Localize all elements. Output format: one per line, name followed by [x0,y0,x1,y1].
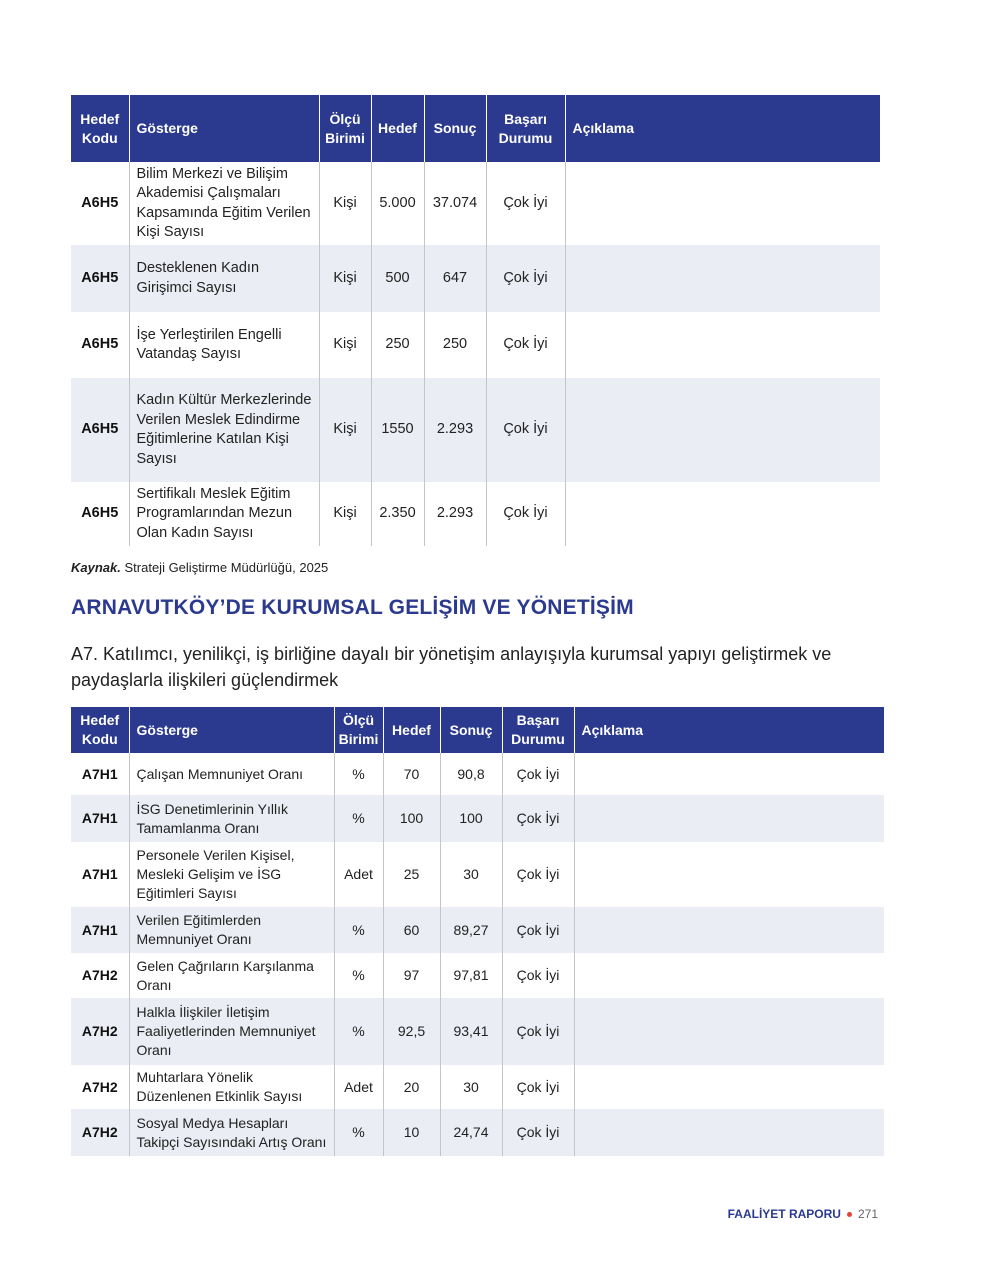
cell-code: A6H5 [71,378,129,482]
cell-code: A7H2 [71,953,129,998]
table-row [71,312,880,378]
cell-code: A7H2 [71,998,129,1065]
indicator-table-a6 [71,95,880,546]
cell-code: A7H1 [71,842,129,907]
cell-note [574,1065,884,1109]
cell-indicator: Personele Verilen Kişisel, Mesleki Gelişim ve İSG Eğitimleri Sayısı [129,842,334,907]
cell-result: 90,8 [440,753,502,795]
cell-unit: % [334,998,383,1065]
cell-indicator: Halkla İlişkiler İletişim Faaliyetlerinden Memnuniyet Oranı [129,998,334,1065]
section-heading: ARNAVUTKÖY’DE KURUMSAL GELİŞİM VE YÖNETİŞİM [71,596,634,619]
cell-result: 100 [440,795,502,842]
cell-target: 97 [383,953,440,998]
cell-unit: Kişi [319,245,371,312]
cell-unit: Adet [334,842,383,907]
cell-result: 647 [424,245,486,312]
table-row [71,907,884,953]
cell-result: 30 [440,1065,502,1109]
table-row [71,998,884,1065]
cell-status: Çok İyi [486,312,565,378]
cell-unit: % [334,1109,383,1156]
cell-note [565,245,880,312]
cell-target: 60 [383,907,440,953]
cell-indicator: Muhtarlara Yönelik Düzenlenen Etkinlik Sayısı [129,1065,334,1109]
header-target: Hedef [371,95,424,162]
cell-unit: % [334,953,383,998]
cell-target: 5.000 [371,162,424,245]
page-footer [728,1207,878,1221]
cell-code: A6H5 [71,162,129,245]
cell-result: 89,27 [440,907,502,953]
header-indicator: Gösterge [129,707,334,753]
header-status: Başarı Durumu [502,707,574,753]
cell-result: 93,41 [440,998,502,1065]
table-row [71,795,884,842]
source-note [71,560,328,575]
cell-indicator: Çalışan Memnuniyet Oranı [129,753,334,795]
cell-target: 250 [371,312,424,378]
header-target-code: Hedef Kodu [71,707,129,753]
cell-target: 92,5 [383,998,440,1065]
header-description: Açıklama [565,95,880,162]
cell-status: Çok İyi [502,753,574,795]
cell-status: Çok İyi [502,998,574,1065]
cell-code: A6H5 [71,312,129,378]
header-result: Sonuç [440,707,502,753]
cell-unit: % [334,753,383,795]
cell-indicator: Gelen Çağrıların Karşılanma Oranı [129,953,334,998]
cell-result: 2.293 [424,378,486,482]
cell-result: 30 [440,842,502,907]
cell-code: A6H5 [71,482,129,546]
cell-target: 20 [383,1065,440,1109]
bullet-dot-icon [847,1212,852,1217]
cell-note [565,378,880,482]
cell-note [574,795,884,842]
table-row [71,162,880,245]
cell-code: A7H2 [71,1109,129,1156]
cell-result: 24,74 [440,1109,502,1156]
cell-status: Çok İyi [502,1109,574,1156]
cell-status: Çok İyi [502,907,574,953]
cell-note [574,753,884,795]
source-label: Kaynak. [71,560,121,575]
objective-text: A7. Katılımcı, yenilikçi, iş birliğine dayalı bir yönetişim anlayışıyla kurumsal yapıyı geliştirmek ve paydaşlarla ilişkileri güçlendirmek [71,644,832,690]
cell-note [574,907,884,953]
cell-status: Çok İyi [502,842,574,907]
cell-indicator: İSG Denetimlerinin Yıllık Tamamlanma Oranı [129,795,334,842]
source-text: Strateji Geliştirme Müdürlüğü, 2025 [124,560,329,575]
table-header-row [71,707,884,753]
cell-result: 97,81 [440,953,502,998]
header-target: Hedef [383,707,440,753]
cell-note [574,998,884,1065]
cell-note [565,162,880,245]
cell-unit: Kişi [319,378,371,482]
cell-target: 25 [383,842,440,907]
cell-note [574,953,884,998]
cell-code: A7H1 [71,753,129,795]
table-row [71,842,884,907]
indicator-table-a7 [71,707,884,1156]
header-unit: Ölçü Birimi [334,707,383,753]
cell-indicator: Kadın Kültür Merkezlerinde Verilen Meslek Edindirme Eğitimlerine Katılan Kişi Sayısı [129,378,319,482]
header-indicator: Gösterge [129,95,319,162]
cell-result: 250 [424,312,486,378]
table-row [71,245,880,312]
cell-note [574,842,884,907]
cell-status: Çok İyi [486,378,565,482]
table-row [71,953,884,998]
cell-code: A7H2 [71,1065,129,1109]
cell-note [565,312,880,378]
cell-unit: Kişi [319,482,371,546]
cell-target: 70 [383,753,440,795]
header-target-code: Hedef Kodu [71,95,129,162]
cell-unit: Adet [334,1065,383,1109]
cell-indicator: Bilim Merkezi ve Bilişim Akademisi Çalışmaları Kapsamında Eğitim Verilen Kişi Sayısı [129,162,319,245]
page-number: 271 [857,1207,878,1221]
cell-target: 1550 [371,378,424,482]
cell-target: 500 [371,245,424,312]
cell-status: Çok İyi [502,1065,574,1109]
cell-indicator: Desteklenen Kadın Girişimci Sayısı [129,245,319,312]
cell-unit: Kişi [319,312,371,378]
cell-status: Çok İyi [486,482,565,546]
cell-code: A7H1 [71,907,129,953]
table-row [71,1109,884,1156]
table-header-row [71,95,880,162]
cell-result: 2.293 [424,482,486,546]
cell-indicator: İşe Yerleştirilen Engelli Vatandaş Sayısı [129,312,319,378]
cell-note [565,482,880,546]
cell-status: Çok İyi [486,162,565,245]
cell-indicator: Sosyal Medya Hesapları Takipçi Sayısındaki Artış Oranı [129,1109,334,1156]
header-status: Başarı Durumu [486,95,565,162]
cell-indicator: Verilen Eğitimlerden Memnuniyet Oranı [129,907,334,953]
table-row [71,1065,884,1109]
header-description: Açıklama [574,707,884,753]
cell-status: Çok İyi [502,795,574,842]
cell-target: 10 [383,1109,440,1156]
cell-unit: Kişi [319,162,371,245]
cell-code: A6H5 [71,245,129,312]
header-unit: Ölçü Birimi [319,95,371,162]
cell-indicator: Sertifikalı Meslek Eğitim Programlarından Mezun Olan Kadın Sayısı [129,482,319,546]
cell-unit: % [334,795,383,842]
cell-unit: % [334,907,383,953]
table-row [71,753,884,795]
report-label: FAALİYET RAPORU [727,1207,841,1221]
header-result: Sonuç [424,95,486,162]
cell-status: Çok İyi [486,245,565,312]
cell-status: Çok İyi [502,953,574,998]
cell-result: 37.074 [424,162,486,245]
cell-note [574,1109,884,1156]
cell-code: A7H1 [71,795,129,842]
cell-target: 2.350 [371,482,424,546]
table-row [71,482,880,546]
table-row [71,378,880,482]
cell-target: 100 [383,795,440,842]
